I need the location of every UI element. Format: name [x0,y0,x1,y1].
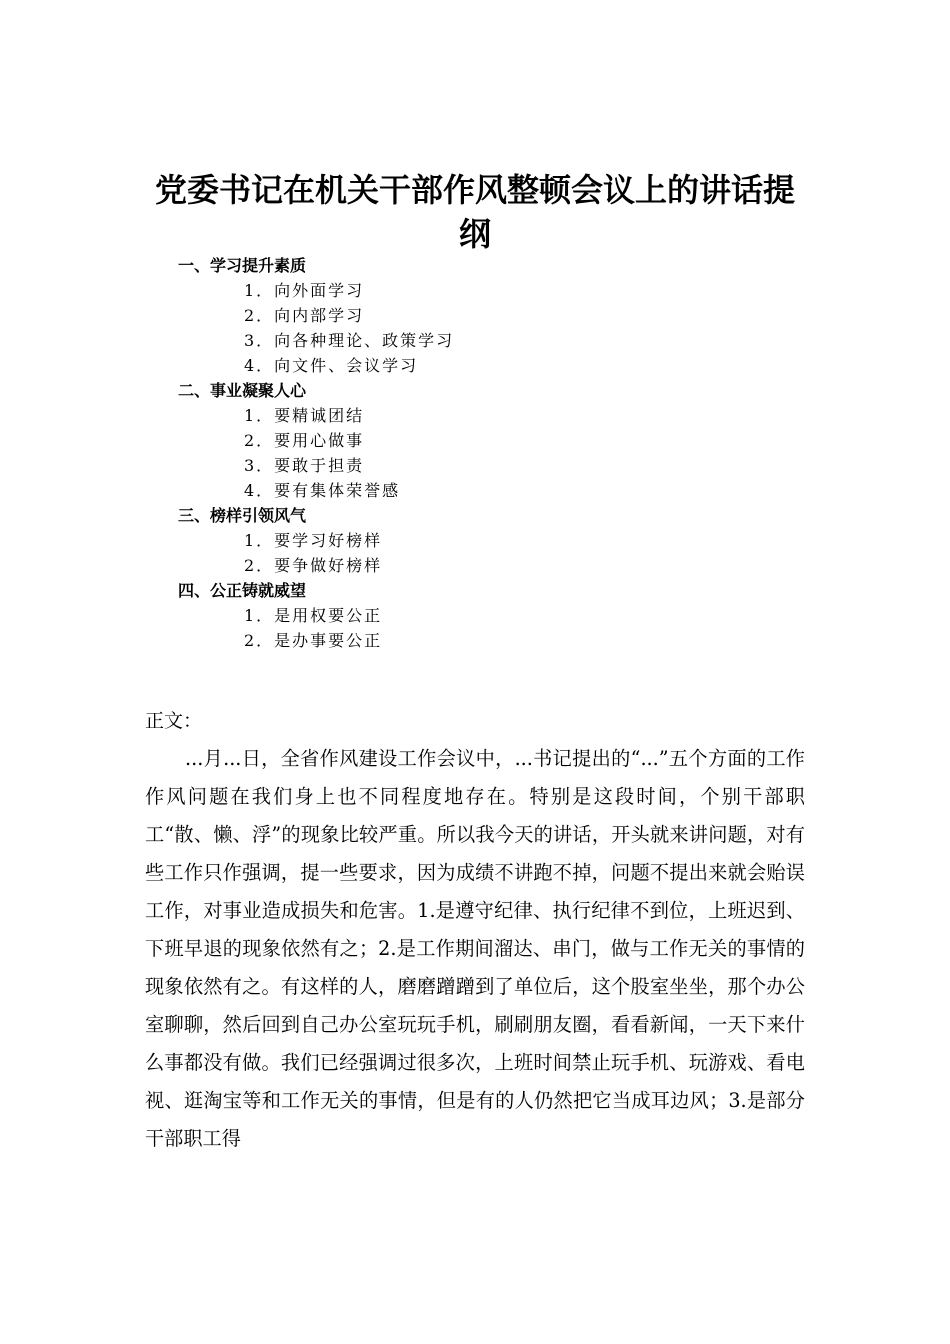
outline-section [178,578,818,653]
outline-item: 1．要精诚团结 [244,406,365,425]
section-heading: 二、事业凝聚人心 [178,381,307,400]
outline-item: 4．向文件、会议学习 [244,356,419,375]
outline-item: 1．是用权要公正 [244,606,383,625]
outline [178,253,818,653]
outline-item: 2．要争做好榜样 [244,556,383,575]
body-label: 正文： [145,710,203,732]
section-heading: 四、公正铸就威望 [178,581,307,600]
document-title-text: 党委书记在机关干部作风整顿会议上的讲话提纲 [154,171,795,253]
document-title [145,168,805,256]
outline-item: 3．要敢于担责 [244,456,365,475]
outline-item: 2．向内部学习 [244,306,365,325]
section-heading: 三、榜样引领风气 [178,506,307,525]
body-paragraph: ...月...日，全省作风建设工作会议中，...书记提出的“...”五个方面的工作作风问题在我们身上也不同程度地存在。特别是这段时间，个别干部职工“散、懒、浮”的现象比较严重。所以我今天的讲话，开头就来讲问题，对有些工作只作强调，提一些要求，因为成绩不讲跑不掉，问题不提出来就会贻误工作，对事业造成损失和危害。1.是遵守纪律、执行纪律不到位，上班迟到、下班早退的现象依然有之；2.是工作期间溜达、串门，做与工作无关的事情的现象依然有之。有这样的人，磨磨蹭蹭到了单位后，这个股室坐坐，那个办公室聊聊，然后回到自己办公室玩玩手机，刷刷朋友圈，看看新闻，一天下来什么事都没有做。我们已经强调过很多次，上班时间禁止玩手机、玩游戏、看电视、逛淘宝等和工作无关的事情，但是有的人仍然把它当成耳边风；3.是部分干部职工得 [145,747,805,1150]
outline-section [178,503,818,578]
outline-item: 2．要用心做事 [244,431,365,450]
outline-section [178,378,818,503]
outline-item: 3．向各种理论、政策学习 [244,331,455,350]
section-heading: 一、学习提升素质 [178,256,307,275]
outline-section [178,253,818,378]
outline-item: 4．要有集体荣誉感 [244,481,401,500]
outline-item: 1．向外面学习 [244,281,365,300]
outline-item: 2．是办事要公正 [244,631,383,650]
outline-item: 1．要学习好榜样 [244,531,383,550]
